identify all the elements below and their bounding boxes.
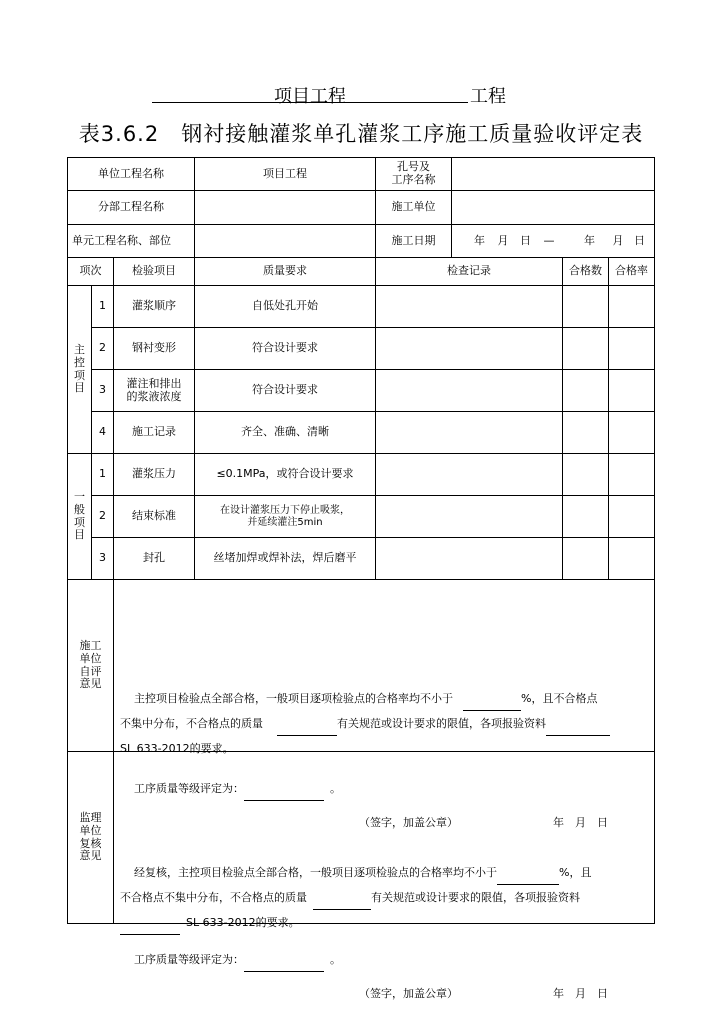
- inspection-item: 灌浆压力: [114, 454, 195, 496]
- division-label: 分部工程名称: [68, 191, 195, 225]
- supervisor-grade-blank[interactable]: [244, 956, 324, 972]
- qualified-rate-cell[interactable]: [609, 286, 655, 328]
- contractor-docs-blank[interactable]: [546, 720, 610, 736]
- qualified-count-cell[interactable]: [563, 412, 609, 454]
- inspection-item: 灌浆顺序: [114, 286, 195, 328]
- division-value[interactable]: [195, 191, 376, 225]
- qualified-count-cell[interactable]: [563, 454, 609, 496]
- construction-unit-label: 施工单位: [376, 191, 452, 225]
- quality-requirement: 自低处孔开始: [195, 286, 376, 328]
- contractor-quality-blank[interactable]: [277, 720, 337, 736]
- inspection-item: 灌注和排出 的浆液浓度: [114, 370, 195, 412]
- inspection-record-cell[interactable]: [376, 412, 563, 454]
- general-group-label: 一般项目: [68, 454, 92, 580]
- row-number: 3: [92, 538, 114, 580]
- row-number: 4: [92, 412, 114, 454]
- row-number: 3: [92, 370, 114, 412]
- contractor-opinion-row: [68, 580, 655, 752]
- qualified-rate-cell[interactable]: [609, 328, 655, 370]
- quality-requirement: 齐全、准确、清晰: [195, 412, 376, 454]
- qualified-count-cell[interactable]: [563, 286, 609, 328]
- project-suffix: 工程: [470, 86, 506, 107]
- supervisor-docs-blank[interactable]: [120, 919, 180, 935]
- col-item-order: 项次: [68, 258, 114, 286]
- qualified-count-cell[interactable]: [563, 328, 609, 370]
- row-number: 2: [92, 496, 114, 538]
- main-group-label: 主控项目: [68, 286, 92, 454]
- qualified-rate-cell[interactable]: [609, 370, 655, 412]
- row-number: 1: [92, 286, 114, 328]
- inspection-record-cell[interactable]: [376, 496, 563, 538]
- contractor-signature: （签字，加盖公章）: [359, 815, 458, 829]
- qualified-count-cell[interactable]: [563, 496, 609, 538]
- inspection-item: 结束标准: [114, 496, 195, 538]
- table-row: [68, 286, 655, 328]
- form-title: 表3.6.2 钢衬接触灌浆单孔灌浆工序施工质量验收评定表: [78, 122, 644, 146]
- qualified-rate-cell[interactable]: [609, 412, 655, 454]
- col-qualified-rate: 合格率: [609, 258, 655, 286]
- hole-label-line2: 工序名称: [391, 173, 436, 186]
- construction-unit-value[interactable]: [452, 191, 655, 225]
- hole-process-label: [376, 158, 452, 191]
- inspection-record-cell[interactable]: [376, 328, 563, 370]
- qualified-count-cell[interactable]: [563, 538, 609, 580]
- supervisor-quality-blank[interactable]: [313, 894, 371, 910]
- contractor-opinion-text: 主控项目检验点全部合格，一般项目逐项检验点的合格率均不小于 %，且不合格点 不集中分布，不合格点的质量 有关规范或设计要求的限值，各项报验资料 SL 633-2012的要求。 工序质量等级评定为： 。: [120, 686, 646, 801]
- inspection-record-cell[interactable]: [376, 538, 563, 580]
- evaluation-table: [67, 157, 655, 1000]
- inspection-record-cell[interactable]: [376, 286, 563, 328]
- inspection-item: 施工记录: [114, 412, 195, 454]
- supervisor-signature: （签字，加盖公章）: [359, 986, 458, 1000]
- inspection-item: 封孔: [114, 538, 195, 580]
- contractor-rate-blank[interactable]: [463, 695, 521, 711]
- col-qualified-count: 合格数: [563, 258, 609, 286]
- quality-requirement: 符合设计要求: [195, 328, 376, 370]
- table-row: [68, 454, 655, 496]
- inspection-record-cell[interactable]: [376, 454, 563, 496]
- element-label: 单元工程名称、部位: [68, 225, 195, 258]
- supervisor-opinion-text: 经复核，主控项目检验点全部合格，一般项目逐项检验点的合格率均不小于 %，且 不合格点不集中分布，不合格点的质量 有关规范或设计要求的限值，各项报验资料 SL 633-2012的要求。 工序质量等级评定为： 。: [120, 860, 646, 972]
- info-row-division: [68, 191, 655, 225]
- contractor-grade-blank[interactable]: [244, 785, 324, 801]
- supervisor-opinion-label: 监理单位复核意见: [68, 752, 114, 924]
- construction-date-label: 施工日期: [376, 225, 452, 258]
- contractor-date: 年 月 日: [553, 815, 608, 829]
- project-header: [152, 80, 512, 106]
- inspection-item: 钢衬变形: [114, 328, 195, 370]
- qualified-rate-cell[interactable]: [609, 496, 655, 538]
- hole-process-value[interactable]: [452, 158, 655, 191]
- table-row: [68, 496, 655, 538]
- table-row: [68, 538, 655, 580]
- row-number: 2: [92, 328, 114, 370]
- table-row: [68, 328, 655, 370]
- table-row: [68, 370, 655, 412]
- column-header-row: [68, 258, 655, 286]
- quality-requirement: 在设计灌浆压力下停止吸浆， 并延续灌注5min: [195, 496, 376, 538]
- quality-requirement: 符合设计要求: [195, 370, 376, 412]
- supervisor-rate-blank[interactable]: [497, 869, 559, 885]
- hole-label-line1: 孔号及: [397, 160, 431, 174]
- contractor-opinion-body: [114, 580, 655, 829]
- quality-requirement: 丝堵加焊或焊补法，焊后磨平: [195, 538, 376, 580]
- construction-date-value[interactable]: 年 月 日 — 年 月 日: [452, 225, 655, 258]
- quality-requirement: ≤0.1MPa，或符合设计要求: [195, 454, 376, 496]
- info-row-unit: [68, 158, 655, 191]
- qualified-rate-cell[interactable]: [609, 454, 655, 496]
- element-value[interactable]: [195, 225, 376, 258]
- qualified-count-cell[interactable]: [563, 370, 609, 412]
- col-quality-requirement: 质量要求: [195, 258, 376, 286]
- qualified-rate-cell[interactable]: [609, 538, 655, 580]
- row-number: 1: [92, 454, 114, 496]
- col-inspection-item: 检验项目: [114, 258, 195, 286]
- col-inspection-record: 检查记录: [376, 258, 563, 286]
- contractor-opinion-label: 施工单位自评意见: [68, 580, 114, 752]
- unit-project-label: 单位工程名称: [68, 158, 195, 191]
- inspection-record-cell[interactable]: [376, 370, 563, 412]
- info-row-element: [68, 225, 655, 258]
- unit-project-value[interactable]: 项目工程: [195, 158, 376, 191]
- supervisor-date: 年 月 日: [553, 986, 608, 1000]
- table-row: [68, 412, 655, 454]
- project-name: 项目工程: [274, 86, 346, 107]
